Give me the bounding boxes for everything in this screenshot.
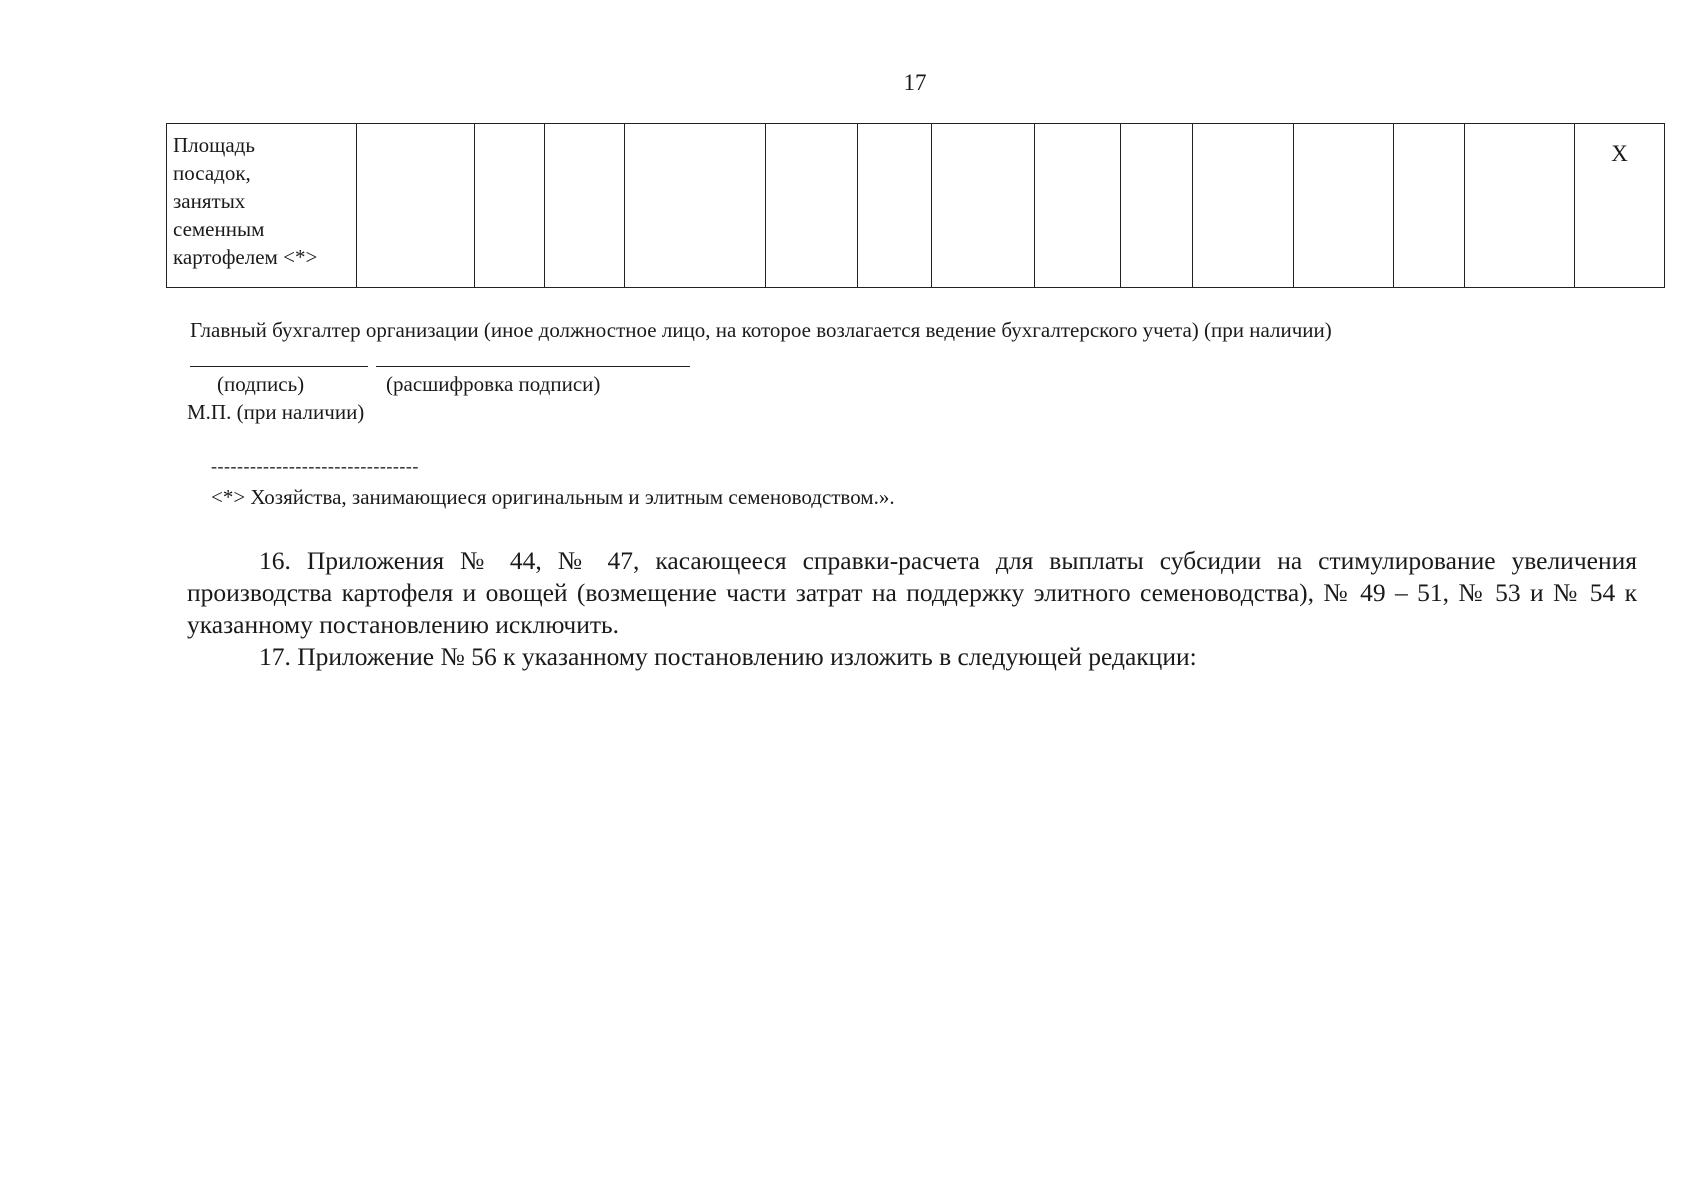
row-label-line: семенным bbox=[173, 217, 265, 241]
decryption-caption: (расшифровка подписи) bbox=[386, 372, 601, 396]
table-cell bbox=[625, 124, 766, 288]
row-label-line: посадок, bbox=[173, 161, 251, 185]
footnote-text: <*> Хозяйства, занимающиеся оригинальным и элитным семеноводством.». bbox=[211, 485, 895, 509]
footnote-separator: -------------------------------- bbox=[211, 456, 419, 476]
stamp-label: М.П. (при наличии) bbox=[187, 400, 365, 424]
table-cell bbox=[858, 124, 932, 288]
accountant-title: Главный бухгалтер организации (иное должностное лицо, на которое возлагается ведение бухгалтерского учета) (при наличии) bbox=[190, 318, 1332, 342]
table-cell bbox=[475, 124, 545, 288]
row-label-line: картофелем <*> bbox=[173, 245, 318, 269]
signature-caption: (подпись) bbox=[217, 372, 305, 396]
table-cell bbox=[1193, 124, 1294, 288]
table-cell bbox=[357, 124, 475, 288]
signature-line bbox=[190, 366, 368, 367]
table-cell bbox=[932, 124, 1035, 288]
form-table bbox=[166, 123, 1665, 288]
table-cell bbox=[1294, 124, 1394, 288]
table-cell bbox=[766, 124, 858, 288]
cross-mark-cell: Х bbox=[1575, 124, 1665, 288]
paragraph-16: 16. Приложения № 44, № 47, касающееся справки-расчета для выплаты субсидии на стимулирование увеличения производства картофеля и овощей (возмещение части затрат на поддержку элитного семеноводства), № 49 – 51, № 53 и № 54 к указанному постановлению исключить. bbox=[187, 546, 1637, 639]
page-number: 17 bbox=[903, 70, 927, 95]
paragraph-17: 17. Приложение № 56 к указанному постановлению изложить в следующей редакции: bbox=[259, 642, 1197, 671]
decryption-line bbox=[376, 366, 690, 367]
row-label-line: занятых bbox=[173, 189, 246, 213]
table-cell bbox=[1394, 124, 1465, 288]
table-cell bbox=[545, 124, 625, 288]
table-cell bbox=[1465, 124, 1575, 288]
row-label-line: Площадь bbox=[173, 133, 255, 157]
table-cell bbox=[1121, 124, 1193, 288]
table-cell bbox=[1035, 124, 1121, 288]
table-row bbox=[167, 124, 1665, 288]
row-label-cell bbox=[167, 124, 357, 288]
